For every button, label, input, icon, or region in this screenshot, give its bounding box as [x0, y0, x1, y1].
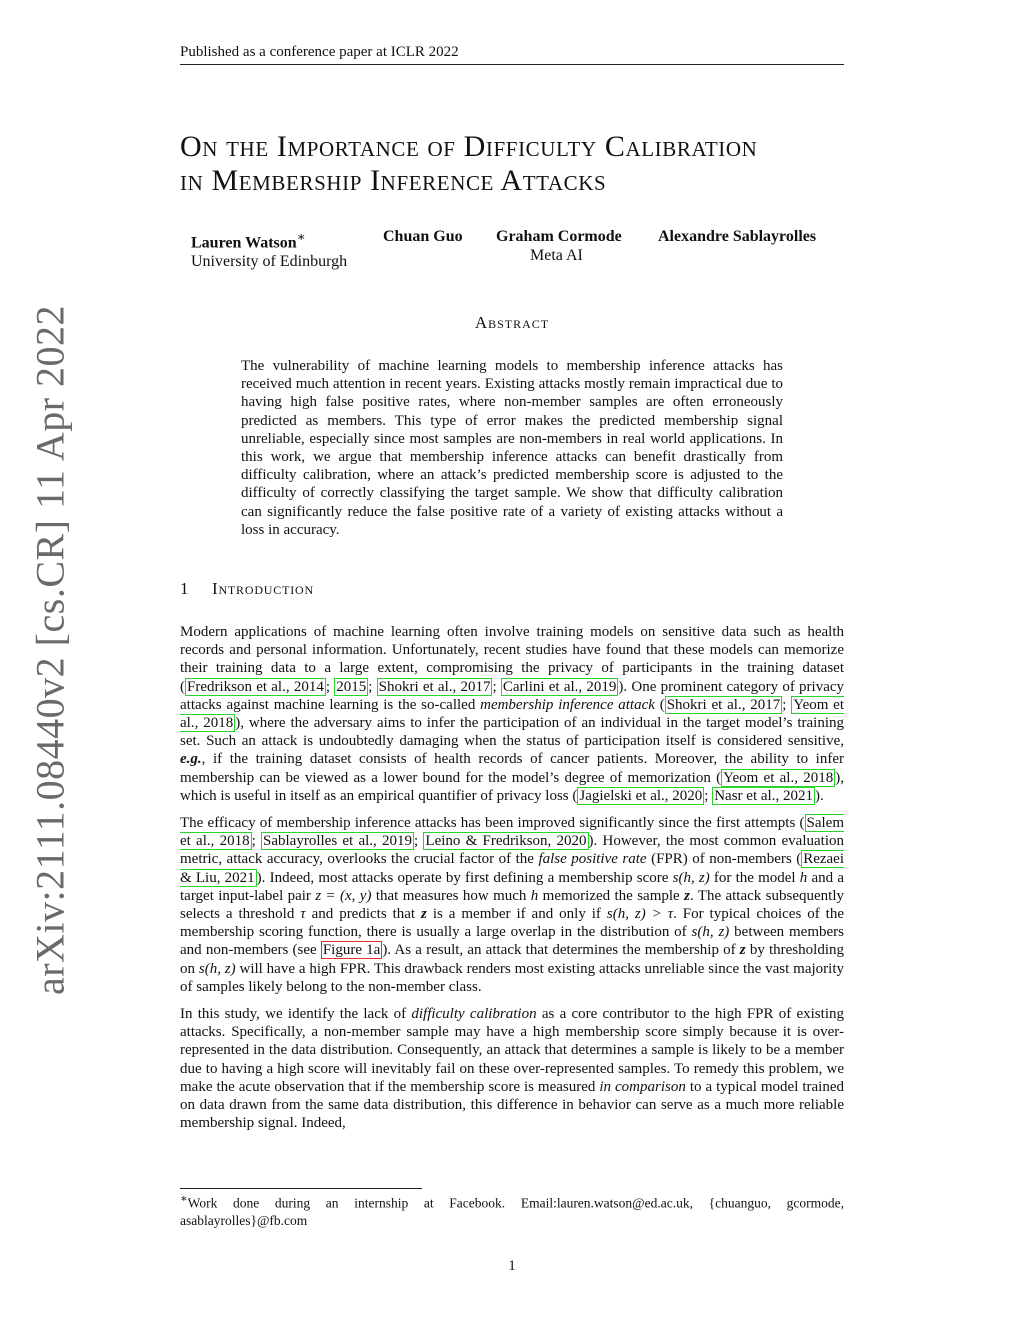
paragraph-2: The efficacy of membership inference attacks has been improved significantly since the first attempts ( Salem et al., 2018 ; Sablayrolles et al., 2019 ; Leino & Fredrikson, 2020 ). However, the most common evaluation metric, attack accuracy, overlooks the crucial factor of the false positive rate (FPR) of non-members ( Rezaei & Liu, 2021 ). Indeed, most attacks operate by first defining a membership score s(h, z) for the model h and a target input-label pair z = (x, y) that measures how much h memorized the sample z. The attack subsequently selects a threshold τ and predicts that z is a member if and only if s(h, z) > τ. For typical choices of the membership scoring function, there is usually a large overlap in the distribution of s(h, z) between members and non-members (see Figure 1a ). As a result, an attack that determines the membership of z by thresholding on s(h, z) will have a high FPR. This drawback renders most existing attacks unreliable since the vast majority of samples likely belong to the non-member class.: [180, 815, 845, 995]
author-1: [191, 227, 347, 271]
intro-body: [180, 623, 844, 1141]
section-heading: [180, 579, 314, 599]
math: h: [530, 887, 539, 904]
citation-link[interactable]: 2015: [336, 678, 367, 695]
abstract-text: The vulnerability of machine learning models to membership inference attacks has received much attention in recent years. Existing attacks mostly remain impractical due to having high false positive rates, where non-member samples are often erroneously predicted as members. This type of error makes the predicted membership signal unreliable, especially since most samples are non-members in real world applications. In this work, we argue that membership inference attacks can benefit drastically from difficulty calibration, where an attack’s predicted membership score is adjusted to the difficulty of correctly classifying the target sample. We show that difficulty calibration can significantly reduce the false positive rate of a variety of existing attacks without a loss in accuracy.: [241, 358, 783, 538]
math: s(h, z): [198, 960, 236, 977]
section-number: 1: [180, 579, 190, 598]
footnote-divider: [180, 1188, 422, 1189]
section-title: Introduction: [212, 579, 314, 598]
math: τ: [300, 906, 306, 923]
title-line-2: in Membership Inference Attacks: [180, 164, 607, 197]
citation-link[interactable]: Yeom et al., 2018: [180, 696, 845, 732]
footnote-text: Work done during an internship at Facebook. Email:lauren.watson@ed.ac.uk, {chuanguo, gcormode, asablayrolles}@fb.com: [180, 1195, 844, 1228]
math: s(h, z) > τ: [606, 906, 674, 923]
citation-link[interactable]: Shokri et al., 2017: [666, 696, 781, 713]
author-name: Alexandre Sablayrolles: [658, 228, 817, 245]
citation-link[interactable]: Yeom et al., 2018: [723, 769, 834, 786]
citation-link[interactable]: Sablayrolles et al., 2019: [263, 833, 413, 850]
citation-link[interactable]: Leino & Fredrikson, 2020: [425, 833, 587, 850]
paragraph-1: Modern applications of machine learning often involve training models on sensitive data such as health records and personal information. Unfortunately, recent studies have found that these models can memorize their training data to a large extent, compromising the privacy of participants in the training dataset ( Fredrikson et al., 2014 ; 2015 ; Shokri et al., 2017 ; Carlini et al., 2019 ). One prominent category of privacy attacks against machine learning is the so-called membership inference attack ( Shokri et al., 2017 ; Yeom et al., 2018 ), where the adversary aims to infer the participation of an individual in the target model’s training set. Such an attack is undoubtedly damaging when the status of participation itself is considered sensitive, e.g., if the training dataset consists of health records of cancer patients. Moreover, the ability to infer membership can be viewed as a lower bound for the model’s degree of memorization ( Yeom et al., 2018 ), which is useful in itself as an empirical quantifier of privacy loss ( Jagielski et al., 2020 ; Nasr et al., 2021 ).: [180, 624, 845, 804]
citation-link[interactable]: Carlini et al., 2019: [502, 678, 617, 695]
math: h: [799, 869, 808, 886]
citation-link[interactable]: Nasr et al., 2021: [714, 787, 813, 804]
footnote: [180, 1191, 844, 1229]
footnote-mark: ∗: [296, 229, 306, 244]
title-line-1: On the Importance of Difficulty Calibration: [180, 130, 758, 163]
citation-link[interactable]: Jagielski et al., 2020: [579, 787, 703, 804]
page-number: 1: [508, 1258, 516, 1274]
math: z = (x, y): [315, 887, 372, 904]
citation-link[interactable]: Shokri et al., 2017: [378, 678, 491, 695]
math: z: [684, 887, 690, 904]
math: z: [739, 942, 746, 959]
arxiv-stamp: arXiv:2111.08440v2 [cs.CR] 11 Apr 2022: [27, 304, 73, 996]
footnote-mark: ∗: [180, 1193, 188, 1205]
author-name: Lauren Watson: [191, 234, 297, 252]
math: z: [421, 906, 427, 923]
paragraph-3: In this study, we identify the lack of difficulty calibration as a core contributor to the high FPR of existing attacks. Specifically, a non-member sample may have a high membership score simply because it is over-represented in the data distribution. Consequently, an attack that determines a sample is likely to be a member due to having a high score will inevitably fail on these over-represented samples. To remedy this problem, we make the acute observation that if the membership score is measured in comparison to a typical model trained on data drawn from the same data distribution, this difference in behavior can serve as a much more reliable membership signal. Indeed,: [180, 1006, 844, 1132]
shared-affiliation: Meta AI: [530, 247, 583, 264]
author-3: [496, 227, 622, 246]
running-header: Published as a conference paper at ICLR 2022: [180, 44, 844, 65]
author-affiliation: University of Edinburgh: [191, 253, 348, 271]
author-4: [658, 227, 816, 246]
author-name: Chuan Guo: [383, 228, 463, 245]
citation-link[interactable]: Salem et al., 2018: [180, 815, 844, 850]
citation-link[interactable]: Fredrikson et al., 2014: [187, 678, 324, 695]
paper-title: [180, 130, 870, 198]
citation-link[interactable]: Rezaei & Liu, 2021: [180, 851, 845, 886]
abstract-heading: Abstract: [474, 313, 550, 332]
author-2: [383, 227, 463, 246]
author-name: Graham Cormode: [496, 228, 622, 245]
math: s(h, z): [691, 924, 730, 941]
figure-reference-link[interactable]: Figure 1a: [322, 942, 381, 959]
math: s(h, z): [672, 869, 710, 886]
